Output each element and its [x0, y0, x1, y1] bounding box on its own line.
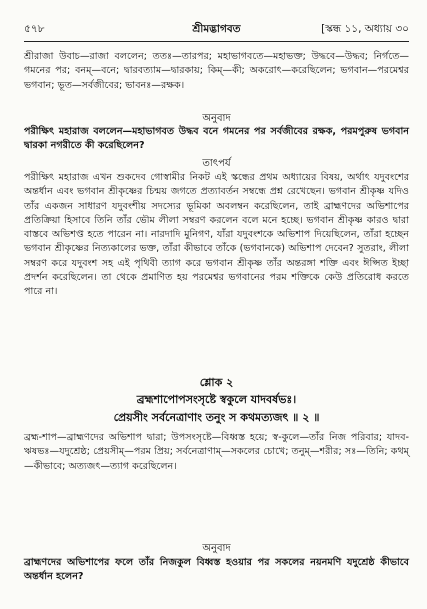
synonyms-block-2: ব্রহ্ম-শাপ—ব্রাহ্মণদের অভিশাপ দ্বারা; উপসংসৃষ্টে—বিধ্বস্ত হয়ে; স্ব-কুলে—তাঁর নিজ পরিবার; যাদব-ঋষভঃ—যদুশ্রেষ্ঠ; প্রেয়সীম্—পরম প্রিয়; সর্বনেত্রাণাম্—সকলের চোখে; তনুম্—শরীর; সঃ—তিনি; কথম্—কীভাবে; অত্যজৎ—ত্যাগ করেছিলেন। [24, 432, 409, 472]
translation-label: অনুবাদ [202, 113, 231, 124]
purport-label: তাৎপর্য [202, 158, 231, 169]
translation-text-1: পরীক্ষিৎ মহারাজ বললেন—মহাভাগবত উদ্ধব বনে গমনের পর সর্বজীবের রক্ষক, পরমপুরুষ ভগবান দ্বারকা নগরীতে কী করেছিলেন? [24, 126, 409, 152]
verse-label: শ্লোক ২ [199, 376, 234, 389]
synonyms-block-1: শ্রীরাজা উবাচ—রাজা বললেন; ততঃ—তারপর; মহাভাগবতে—মহাভক্ত; উদ্ধবে—উদ্ধব; নির্গতে—গমনের পর; বনম্—বনে; দ্বারবত্যাম—দ্বারকায়; কিম্—কী; অকরোৎ—করেছিলেন; ভগবান—পরমেশ্বর ভগবান; ভূত—সর্বজীবের; ভাবনঃ—রক্ষক। [24, 51, 409, 91]
verse-line-2: প্রেয়সীং সর্বনেত্রাণাং তনুং স কথমত্যজৎ ॥ ২ ॥ [113, 411, 320, 424]
purport-text: পরীক্ষিৎ মহারাজ এখন শুকদেব গোস্বামীর নিকট এই স্কন্ধের প্রথম অধ্যায়ের বিষয়, অর্থাৎ যদুবংশের অন্তর্ধান এবং ভগবান শ্রীকৃষ্ণের চিন্ময় জগতে প্রত্যাবর্তন সম্বন্ধে প্রশ্ন রেখেছেন। ভগবান শ্রীকৃষ্ণ যদিও তাঁর একজন সাধারণ যদুবংশীয় সদস্যের ভূমিকা অবলম্বন করেছিলেন, তাই ব্রাহ্মণদের অভিশাপের প্রতিক্রিয়া হিসাবে তিনি তাঁর ভৌম লীলা সম্বরণ করলেন বলে মনে হচ্ছে। ভগবান শ্রীকৃষ্ণ কারও দ্বারা বাস্তবে অভিশপ্ত হতে পারেন না। নারদাদি মুনিগণ, যাঁরা যদুবংশকে অভিশাপ দিয়েছিলেন, তাঁরা হচ্ছেন ভগবান শ্রীকৃষ্ণের নিত্যকালের ভক্ত, তাঁরা কীভাবে তাঁকে (ভগবানকে) অভিশাপ দেবেন? সুতরাং, লীলা সম্বরণ করে যদুবংশ সহ এই পৃথিবী ত্যাগ করে ভগবান শ্রীকৃষ্ণ তাঁর অন্তরঙ্গা শক্তি এবং ঈপ্সিত ইচ্ছা প্রদর্শন করেছিলেন। তা থেকে প্রমাণিত হয় পরমেশ্বর ভগবানের পরম শক্তিকে কেউ প্রতিরোধ করতে পারে না। [24, 172, 409, 298]
page-header [24, 22, 409, 38]
chapter-reference: [স্কন্ধ ১১, অধ্যায় ৩০ [321, 23, 409, 35]
verse-line-1: ব্রহ্মশাপোপসংসৃষ্টে স্বকুলে যাদবর্ষভঃ। [136, 393, 297, 406]
translation-label-2: অনুবাদ [202, 543, 231, 554]
translation-text-2: ব্রাহ্মণদের অভিশাপের ফলে তাঁর নিজকুল বিধ্বস্ত হওয়ার পর সকলের নয়নমণি যদুশ্রেষ্ঠ কীভাবে অন্তর্ধান হলেন? [24, 557, 409, 583]
page-number: ৫৭৮ [24, 23, 45, 35]
book-title: শ্রীমদ্ভাগবত [192, 23, 241, 35]
header-divider [24, 41, 409, 42]
